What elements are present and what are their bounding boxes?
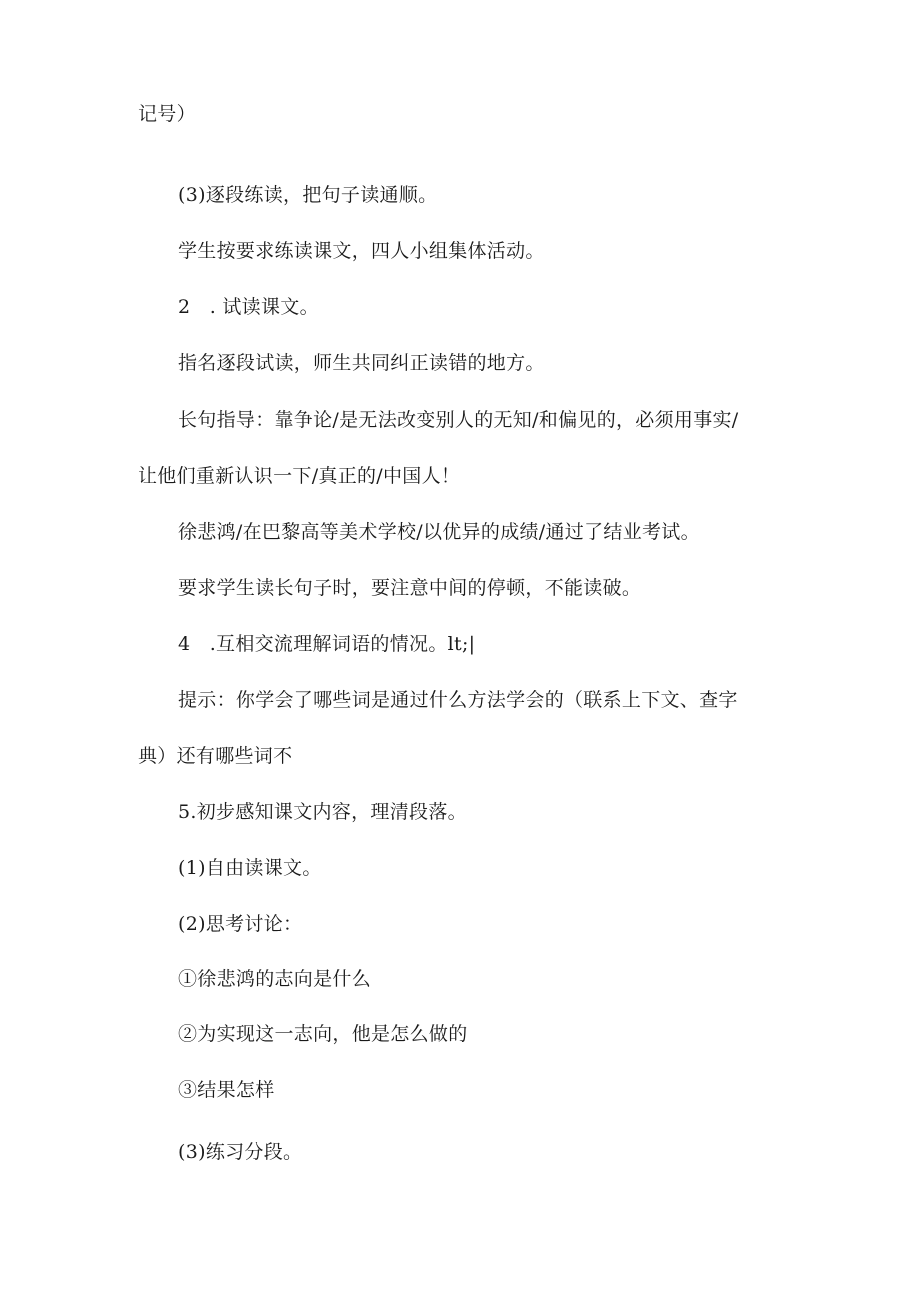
text-line-16: ①徐悲鸿的志向是什么 bbox=[178, 968, 372, 990]
text-line-15: (2)思考讨论： bbox=[178, 913, 303, 935]
text-line-4: 2 . 试读课文。 bbox=[178, 296, 319, 318]
text-line-7: 让他们重新认识一下/真正的/中国人！ bbox=[138, 465, 461, 487]
text-line-12: 典）还有哪些词不 bbox=[138, 745, 293, 767]
text-line-18: ③结果怎样 bbox=[178, 1079, 275, 1101]
text-line-3: 学生按要求练读课文，四人小组集体活动。 bbox=[178, 240, 545, 262]
text-line-9: 要求学生读长句子时，要注意中间的停顿，不能读破。 bbox=[178, 577, 642, 599]
text-line-10: 4 .互相交流理解词语的情况。lt;| bbox=[178, 633, 476, 655]
text-line-8: 徐悲鸿/在巴黎高等美术学校/以优异的成绩/通过了结业考试。 bbox=[178, 521, 700, 543]
text-line-11: 提示：你学会了哪些词是通过什么方法学会的（联系上下文、查字 bbox=[178, 689, 738, 711]
text-line-5: 指名逐段试读，师生共同纠正读错的地方。 bbox=[178, 352, 545, 374]
text-line-2: (3)逐段练读，把句子读通顺。 bbox=[178, 184, 438, 206]
text-line-13: 5.初步感知课文内容，理清段落。 bbox=[178, 801, 467, 823]
text-line-17: ②为实现这一志向，他是怎么做的 bbox=[178, 1023, 468, 1045]
text-line-14: (1)自由读课文。 bbox=[178, 857, 322, 879]
text-line-6: 长句指导：靠争论/是无法改变别人的无知/和偏见的，必须用事实/ bbox=[178, 409, 739, 431]
text-line-1: 记号） bbox=[138, 103, 196, 125]
text-line-19: (3)练习分段。 bbox=[178, 1141, 303, 1163]
